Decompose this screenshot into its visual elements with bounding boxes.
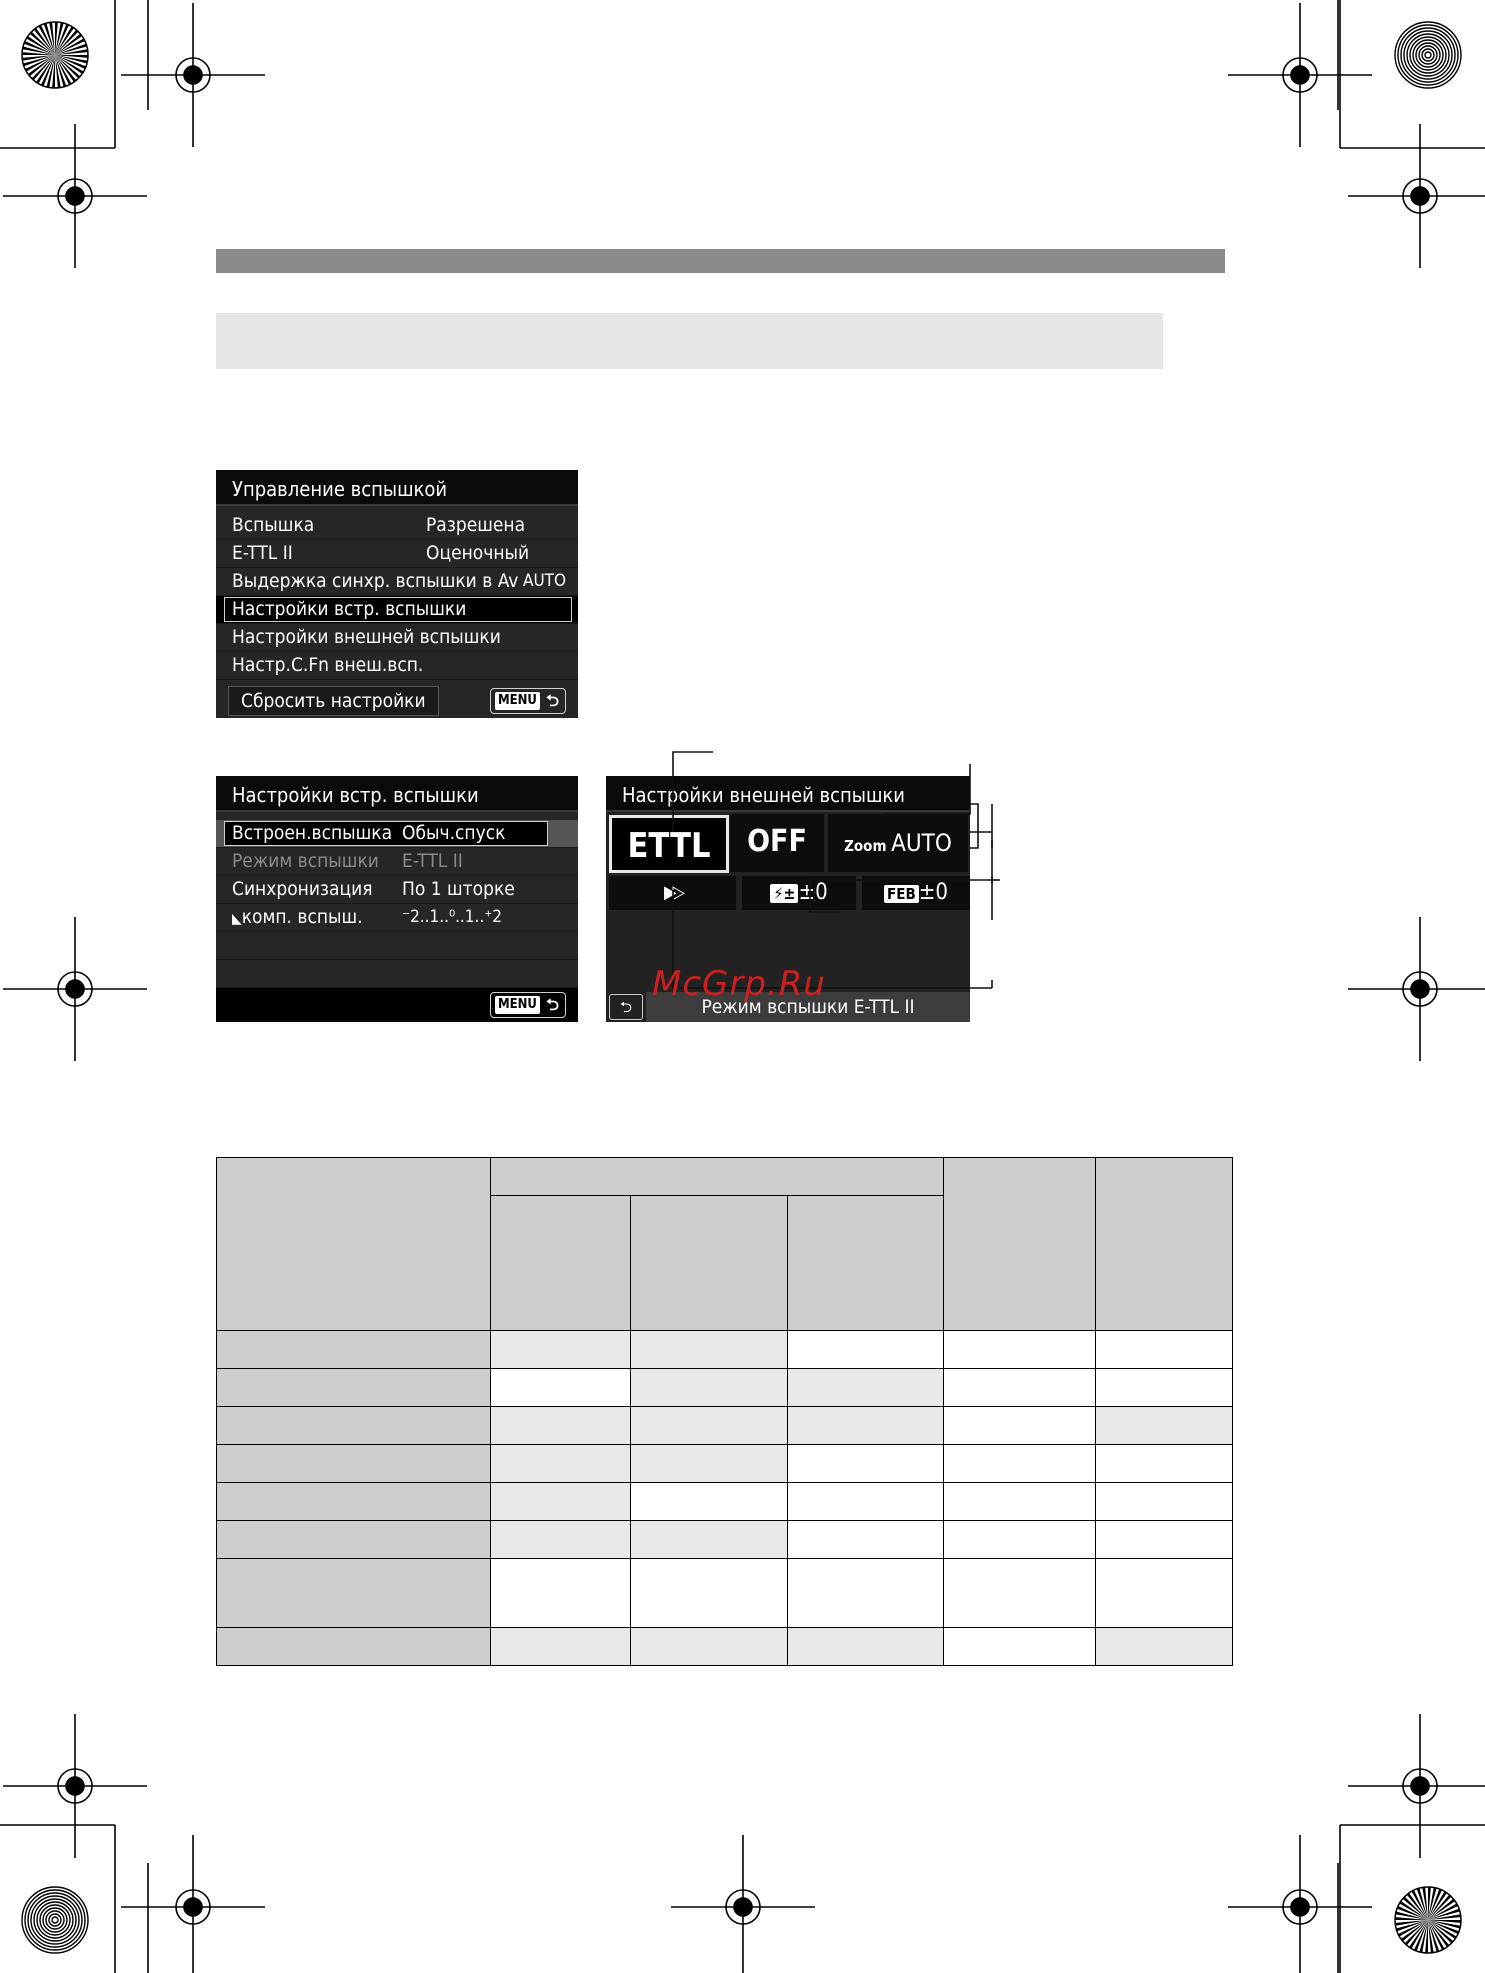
back-arrow-icon: ⮌ [546,691,559,710]
table-cell [1095,1558,1233,1628]
zoom-word: Zoom [844,837,887,855]
crosshair-target [1228,3,1372,147]
table-cell [1095,1444,1233,1483]
table-header-cell [490,1157,944,1196]
menu-row-flash-compensation[interactable] [216,904,578,932]
table-cell [1095,1368,1233,1407]
crosshair-target [1348,124,1485,268]
table-row-header-cell [216,1444,491,1483]
settings-table [216,1157,1233,1670]
row-value: ⁻2..1..⁰..1..⁺2 [402,907,503,927]
menu-back-button[interactable] [490,688,566,714]
table-cell [787,1627,944,1666]
table-cell [787,1330,944,1369]
sync-icon: ▶▷ [664,882,681,903]
status-line: Режим вспышки E-TTL II [646,992,970,1022]
table-cell [943,1520,1096,1559]
table-cell [490,1444,631,1483]
crosshair-target [1348,917,1485,1061]
table-row-header-cell [216,1406,491,1445]
table-cell [787,1368,944,1407]
table-header-cell [1095,1157,1233,1331]
table-cell [787,1520,944,1559]
crosshair-target [1228,1835,1372,1973]
table-cell [490,1406,631,1445]
flash-comp-icon: ◣ [232,911,242,927]
flash-comp-icon: ⚡± [770,884,798,903]
back-arrow-icon: ⮌ [546,995,559,1014]
row-label: Синхронизация [232,878,373,900]
table-cell [490,1627,631,1666]
menu-row-flash-firing[interactable] [216,512,578,540]
row-label: Настр.C.Fn внеш.всп. [232,654,424,676]
crosshair-target [671,1835,815,1973]
menu-row-empty [216,960,578,988]
table-cell [630,1406,788,1445]
screen-title: Настройки внешней вспышки [606,776,970,812]
table-cell [943,1444,1096,1483]
table-cell [1095,1627,1233,1666]
table-cell [787,1558,944,1628]
row-label: Встроен.вспышка [232,822,393,844]
table-cell [490,1482,631,1521]
screen-title: Настройки встр. вспышки [216,776,578,812]
table-row-header-cell [216,1520,491,1559]
row-value: Оценочный [426,542,530,564]
menu-row-builtin-flash-settings[interactable] [216,596,578,624]
table-cell [943,1482,1096,1521]
table-cell [490,1368,631,1407]
table-cell [630,1444,788,1483]
table-cell [630,1627,788,1666]
menu-row-empty [216,932,578,960]
row-label: Вспышка [232,514,315,536]
watermark: McGrp.Ru [652,964,826,1004]
row-value: Обыч.спуск [402,822,506,844]
crosshair-target [1348,1714,1485,1858]
table-cell [630,1520,788,1559]
feb-icon: FEB [884,885,919,903]
table-cell [943,1330,1096,1369]
table-cell [1095,1520,1233,1559]
wireless-off-cell[interactable]: OFF [730,814,824,872]
table-header-cell [630,1195,788,1331]
row-value: E-TTL II [402,850,463,872]
crosshair-target [121,1835,265,1973]
back-icon[interactable]: ⮌ [609,994,643,1020]
menu-label: MENU [495,996,540,1014]
concentric-ring-disc [22,1887,88,1953]
menu-row-ettl-metering[interactable] [216,540,578,568]
row-label: Выдержка синхр. вспышки в Av [232,570,519,592]
reset-settings-button[interactable]: Сбросить настройки [228,686,439,716]
row-label: Настройки внешней вспышки [232,626,501,648]
row-label: E-TTL II [232,542,293,564]
row-label: Настройки встр. вспышки [232,598,467,620]
table-cell [490,1520,631,1559]
table-cell [630,1330,788,1369]
concentric-ring-disc [1395,22,1461,88]
table-cell [943,1406,1096,1445]
menu-row-flash-mode [216,848,578,876]
row-label: Режим вспышки [232,850,379,872]
menu-row-shutter-sync[interactable] [216,876,578,904]
table-cell [630,1368,788,1407]
table-cell [943,1368,1096,1407]
table-header-cell [943,1157,1096,1331]
feb-value: ±0 [918,880,948,905]
callout-lines [600,740,1000,1000]
table-cell [490,1330,631,1369]
radial-star-disc [22,22,88,88]
menu-row-external-flash-settings[interactable] [216,624,578,652]
table-cell [787,1406,944,1445]
table-row-header-cell [216,1482,491,1521]
crosshair-target [3,124,147,268]
table-cell [1095,1406,1233,1445]
table-cell [943,1627,1096,1666]
section-header-bar [216,249,1225,273]
menu-row-av-sync-speed[interactable] [216,568,578,596]
table-cell [1095,1482,1233,1521]
screen-title: Управление вспышкой [216,470,578,506]
crosshair-target [3,1714,147,1858]
table-cell [943,1558,1096,1628]
row-label: ◣комп. вспыш. [232,906,363,928]
table-header-cell [490,1195,631,1331]
menu-label: MENU [495,692,540,710]
crosshair-target [121,3,265,147]
table-row-header-cell [216,1330,491,1369]
menu-back-button[interactable] [490,992,566,1018]
table-cell [490,1558,631,1628]
flash-control-screen [216,470,578,718]
builtin-flash-settings-screen [216,776,578,1022]
row-value: Разрешена [426,514,526,536]
flash-mode-ettl-cell[interactable]: ETTL [609,815,729,873]
subsection-header-bar [216,313,1163,369]
table-row-header-cell [216,1558,491,1628]
crosshair-target [3,917,147,1061]
table-row-header-cell [216,1368,491,1407]
radial-star-disc [1395,1887,1461,1953]
table-cell [630,1558,788,1628]
menu-row-external-cfn[interactable] [216,652,578,680]
table-cell [1095,1330,1233,1369]
menu-row-builtin-flash-mode[interactable] [216,820,578,848]
table-cell [630,1482,788,1521]
row-value: По 1 шторке [402,878,515,900]
table-header-cell [216,1157,491,1331]
row-value: AUTO [523,571,567,591]
table-cell [787,1482,944,1521]
zoom-value: AUTO [891,829,952,857]
flash-comp-value: ±0 [798,880,828,905]
table-cell [787,1444,944,1483]
table-row-header-cell [216,1627,491,1666]
table-header-cell [787,1195,944,1331]
